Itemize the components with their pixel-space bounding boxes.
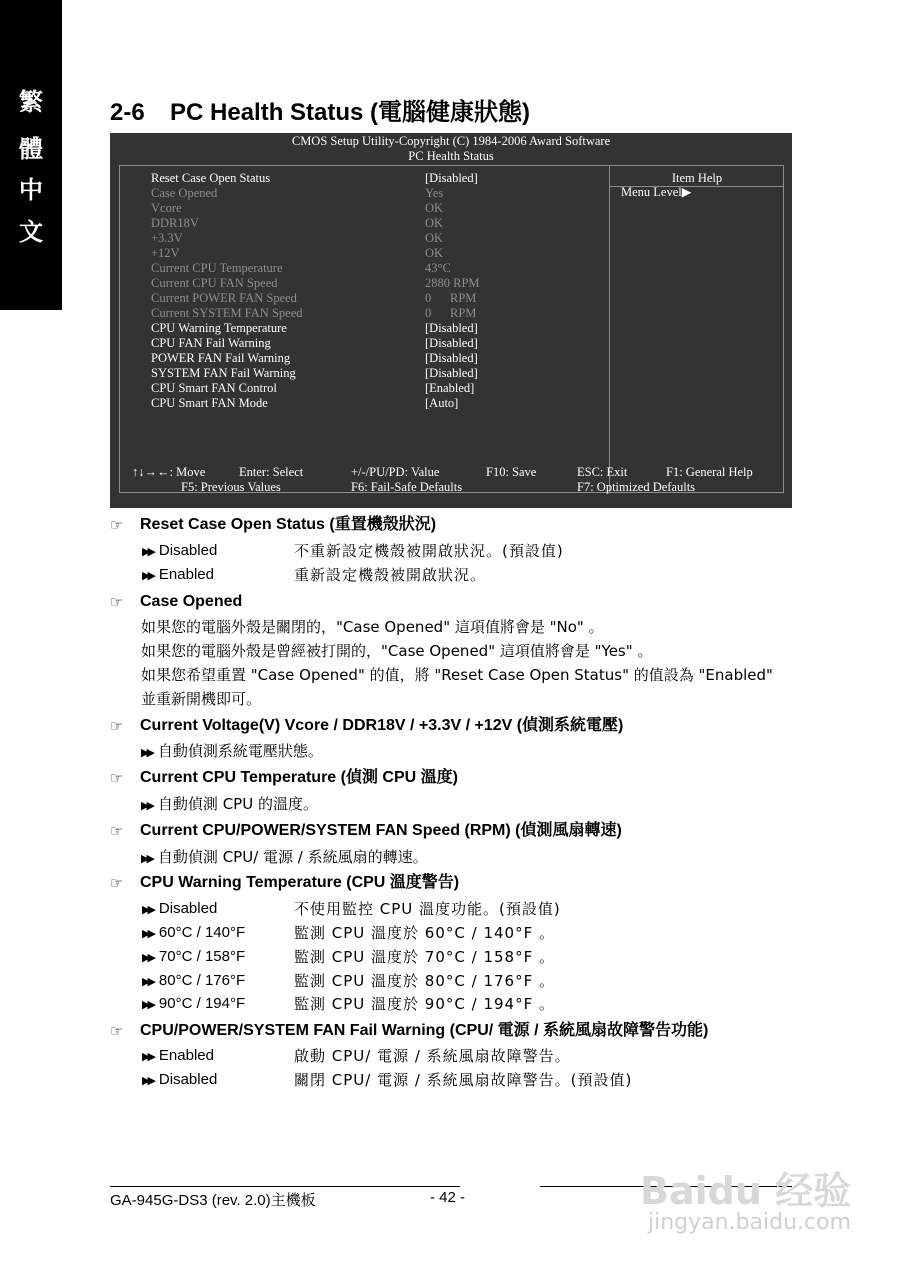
option-desc: 不使用監控 CPU 溫度功能。(預設值): [294, 900, 561, 918]
hand-pointer-icon: ☞: [110, 822, 124, 840]
double-arrow-icon: ▶▶: [142, 1051, 153, 1063]
double-arrow-icon: ▶▶: [142, 904, 153, 916]
double-arrow-icon: ▶▶: [142, 976, 153, 988]
footer-failsafe-hint: F6: Fail-Safe Defaults: [351, 480, 463, 494]
bios-row-value: [Disabled]: [425, 171, 478, 185]
option-label: ▶▶ 90°C / 194°F: [142, 995, 246, 1012]
option-desc: 關閉 CPU/ 電源 / 系統風扇故障警告。(預設值): [294, 1071, 633, 1089]
bios-row-value: [Disabled]: [425, 321, 478, 335]
bios-row-label: DDR18V: [151, 216, 199, 230]
item-heading-fan-fail: CPU/POWER/SYSTEM FAN Fail Warning (CPU/ 電源 / 系統風扇故障警告功能): [140, 1022, 709, 1039]
bios-row-label: +12V: [151, 246, 180, 260]
bios-row[interactable]: [151, 366, 591, 381]
bios-row-label: CPU Smart FAN Control: [151, 381, 277, 395]
footer-optimized-hint: F7: Optimized Defaults: [577, 480, 696, 494]
option-label: ▶▶ Enabled: [142, 1047, 214, 1064]
item-heading-cpu-temp: Current CPU Temperature (偵測 CPU 溫度): [140, 769, 458, 786]
double-arrow-icon: ▶▶: [142, 570, 153, 582]
bios-row-value: OK: [425, 216, 444, 230]
section-title: [110, 92, 530, 127]
bios-row-label: +3.3V: [151, 231, 183, 245]
option-label: ▶▶ Enabled: [142, 566, 214, 583]
option-label: ▶▶ 60°C / 140°F: [142, 924, 246, 941]
bios-row-label: CPU FAN Fail Warning: [151, 336, 271, 350]
bios-row[interactable]: [151, 321, 591, 336]
footer-previous-hint: F5: Previous Values: [181, 480, 281, 494]
paragraph-line: 並重新開機即可。: [141, 690, 262, 708]
bios-row: [151, 216, 591, 231]
bios-row-label: CPU Smart FAN Mode: [151, 396, 268, 410]
hand-pointer-icon: ☞: [110, 874, 124, 892]
section-heading: PC Health Status (電腦健康狀態): [170, 99, 531, 126]
bios-row: [151, 261, 591, 276]
bios-settings-list: [151, 171, 591, 411]
option-desc: 監測 CPU 溫度於 70°C / 158°F 。: [294, 948, 555, 966]
footer-save-hint: F10: Save: [486, 465, 537, 479]
bios-row: [151, 231, 591, 246]
option-label: ▶▶ 80°C / 176°F: [142, 972, 246, 989]
bios-row-value: OK: [425, 231, 444, 245]
bios-row[interactable]: [151, 171, 591, 186]
bios-row-value: [Disabled]: [425, 366, 478, 380]
footer-help-hint: F1: General Help: [666, 465, 753, 479]
footer-value-hint: +/-/PU/PD: Value: [351, 465, 440, 479]
bios-row-value: 0 RPM: [425, 291, 477, 305]
bios-row: [151, 201, 591, 216]
bios-row-label: Current CPU FAN Speed: [151, 276, 278, 290]
footer-move-hint: ↑↓→←: Move: [132, 465, 206, 479]
paragraph-line: 如果您希望重置 "Case Opened" 的值，將 "Reset Case Open Status" 的值設為 "Enabled": [141, 666, 773, 684]
option-label: ▶▶ Disabled: [142, 542, 218, 559]
paragraph-line: ▶▶ 自動偵測 CPU 的溫度。: [141, 795, 318, 813]
bios-row-label: Current POWER FAN Speed: [151, 291, 297, 305]
bios-row-value: 43°C: [425, 261, 451, 275]
hand-pointer-icon: ☞: [110, 593, 124, 611]
item-heading-reset-case: Reset Case Open Status (重置機殼狀況): [140, 516, 437, 533]
bios-row[interactable]: [151, 336, 591, 351]
double-arrow-icon: ▶▶: [142, 546, 153, 558]
option-desc: 啟動 CPU/ 電源 / 系統風扇故障警告。: [294, 1047, 571, 1065]
double-arrow-icon: ▶▶: [141, 852, 152, 865]
bios-row-label: Case Opened: [151, 186, 218, 200]
option-label: ▶▶ Disabled: [142, 900, 218, 917]
footer-page-number: - 42 -: [430, 1189, 466, 1206]
hand-pointer-icon: ☞: [110, 516, 124, 534]
side-tab-char: 繁: [19, 87, 43, 116]
bios-row-label: POWER FAN Fail Warning: [151, 351, 291, 365]
double-arrow-icon: ▶▶: [141, 746, 152, 759]
side-tab-char: 中: [19, 175, 43, 204]
bios-row-label: CPU Warning Temperature: [151, 321, 287, 335]
footer-rule: [110, 1186, 460, 1187]
bios-row: [151, 246, 591, 261]
bios-row-label: Vcore: [151, 201, 182, 215]
bios-screenshot: [110, 133, 792, 508]
bios-row: [151, 291, 591, 306]
bios-row-value: OK: [425, 246, 444, 260]
bios-header-copyright: CMOS Setup Utility-Copyright (C) 1984-2006 Award Software: [291, 134, 611, 148]
bios-row-value: OK: [425, 201, 444, 215]
item-help-title: Item Help: [671, 171, 723, 185]
option-desc: 不重新設定機殼被開啟狀況。(預設值): [294, 542, 564, 560]
bios-row-label: SYSTEM FAN Fail Warning: [151, 366, 296, 380]
paragraph-line: 如果您的電腦外殼是關閉的，"Case Opened" 這項值將會是 "No" 。: [141, 618, 604, 636]
bios-row-value: [Disabled]: [425, 336, 478, 350]
watermark-logo: Baidu 经验: [640, 1169, 852, 1213]
option-desc: 監測 CPU 溫度於 60°C / 140°F 。: [294, 924, 555, 942]
footer-select-hint: Enter: Select: [239, 465, 304, 479]
bios-row-label: Current SYSTEM FAN Speed: [151, 306, 303, 320]
watermark-url: jingyan.baidu.com: [648, 1210, 852, 1235]
double-arrow-icon: ▶▶: [142, 999, 153, 1011]
option-label: ▶▶ 70°C / 158°F: [142, 948, 246, 965]
paragraph-line: ▶▶ 自動偵測 CPU/ 電源 / 系統風扇的轉速。: [141, 848, 428, 866]
bios-row-value: [Enabled]: [425, 381, 475, 395]
item-heading-warn-temp: CPU Warning Temperature (CPU 溫度警告): [140, 874, 460, 891]
side-tab-char: 體: [19, 134, 43, 163]
paragraph-line: 如果您的電腦外殼是曾經被打開的，"Case Opened" 這項值將會是 "Yes" 。: [141, 642, 653, 660]
hand-pointer-icon: ☞: [110, 717, 124, 735]
item-heading-voltage: Current Voltage(V) Vcore / DDR18V / +3.3V / +12V (偵測系統電壓): [140, 717, 624, 734]
footer-exit-hint: ESC: Exit: [577, 465, 628, 479]
bios-divider: [609, 165, 610, 493]
section-number: 2-6: [110, 99, 145, 126]
option-label: ▶▶ Disabled: [142, 1071, 218, 1088]
bios-header-page: PC Health Status: [408, 149, 494, 163]
hand-pointer-icon: ☞: [110, 1022, 124, 1040]
option-desc: 重新設定機殼被開啟狀況。: [294, 566, 487, 584]
bios-row: [151, 186, 591, 201]
item-heading-case-opened: Case Opened: [140, 593, 243, 610]
double-arrow-icon: ▶▶: [142, 928, 153, 940]
bios-row-value: 2880 RPM: [425, 276, 480, 290]
item-heading-fan-speed: Current CPU/POWER/SYSTEM FAN Speed (RPM) (偵測風扇轉速): [140, 822, 622, 839]
option-desc: 監測 CPU 溫度於 90°C / 194°F 。: [294, 995, 555, 1013]
bios-row: [151, 276, 591, 291]
bios-row-label: Current CPU Temperature: [151, 261, 283, 275]
option-desc: 監測 CPU 溫度於 80°C / 176°F 。: [294, 972, 555, 990]
bios-row[interactable]: [151, 351, 591, 366]
hand-pointer-icon: ☞: [110, 769, 124, 787]
bios-row-value: [Auto]: [425, 396, 459, 410]
double-arrow-icon: ▶▶: [141, 799, 152, 812]
double-arrow-icon: ▶▶: [142, 952, 153, 964]
bios-row: [151, 306, 591, 321]
double-arrow-icon: ▶▶: [142, 1075, 153, 1087]
paragraph-line: ▶▶ 自動偵測系統電壓狀態。: [141, 742, 323, 760]
bios-row-value: [Disabled]: [425, 351, 478, 365]
bios-row[interactable]: [151, 396, 591, 411]
bios-row-label: Reset Case Open Status: [151, 171, 271, 185]
menu-level-label: Menu Level▶: [621, 185, 692, 199]
footer-model: GA-945G-DS3 (rev. 2.0)主機板: [110, 1192, 316, 1209]
bios-row-value: 0 RPM: [425, 306, 477, 320]
bios-row[interactable]: [151, 381, 591, 396]
side-tab-char: 文: [19, 217, 43, 246]
bios-row-value: Yes: [425, 186, 444, 200]
language-side-tab: [0, 0, 62, 310]
